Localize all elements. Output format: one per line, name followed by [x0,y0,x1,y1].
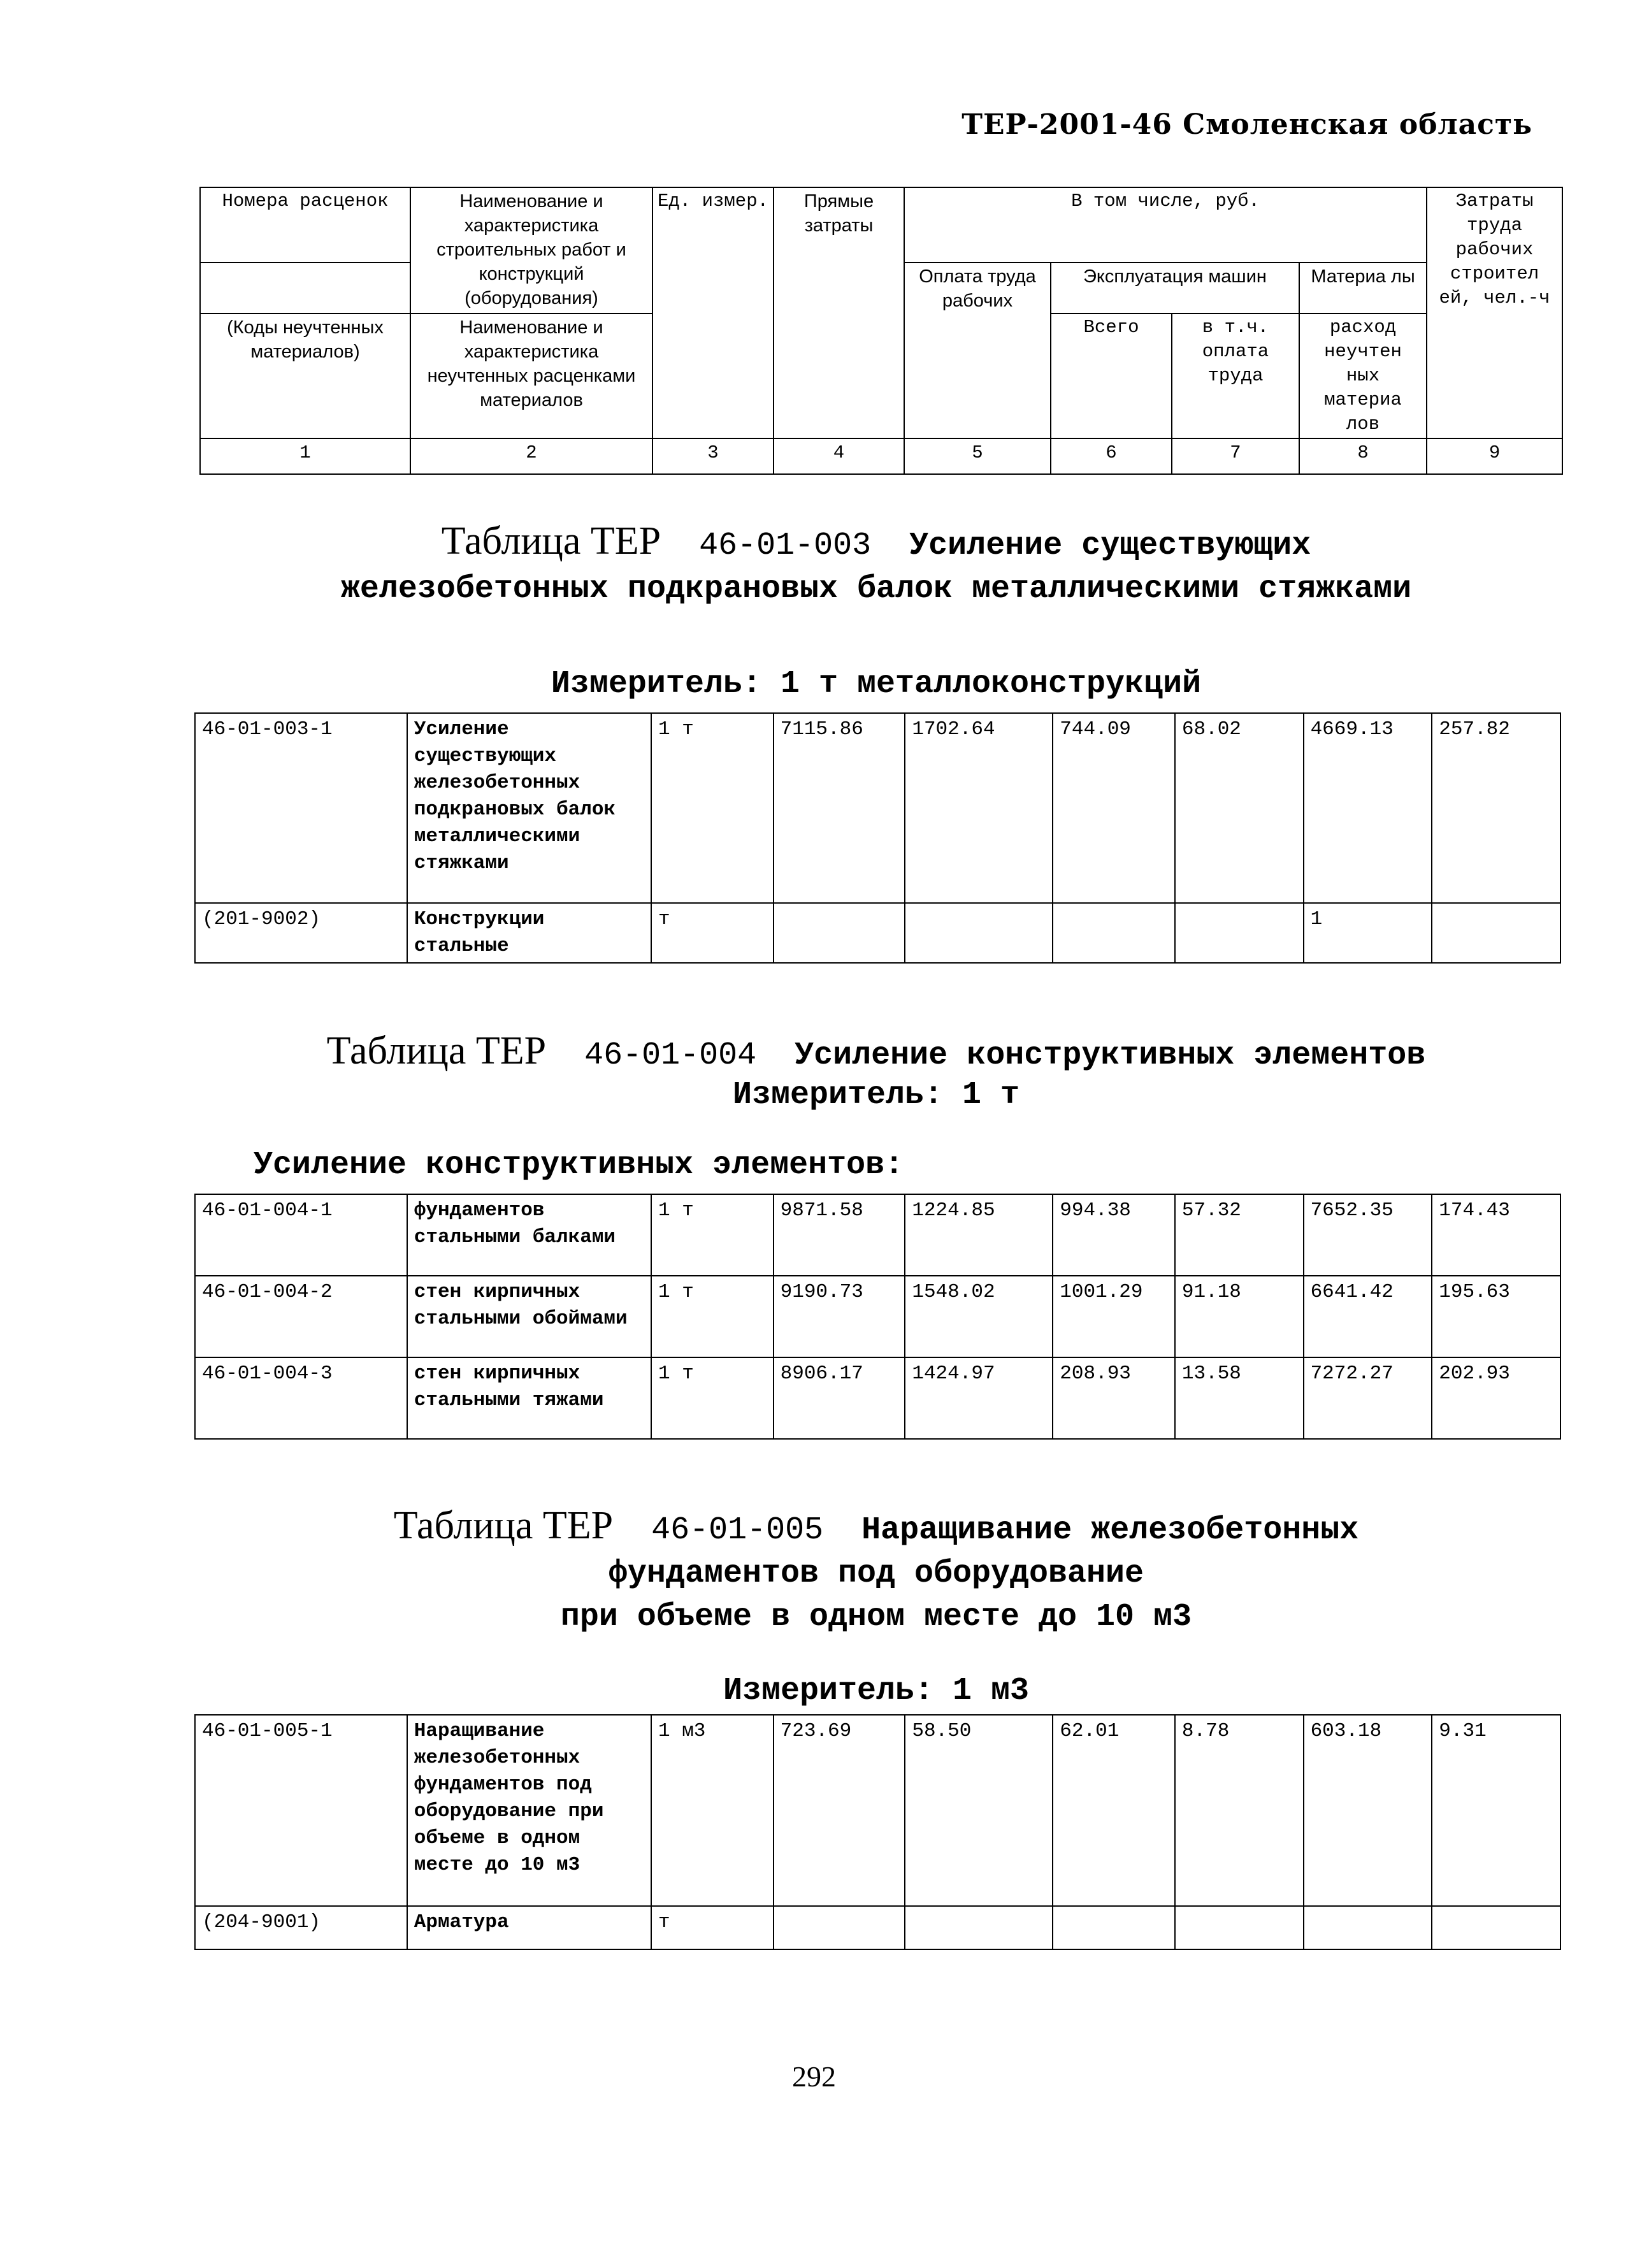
col-number: 2 [410,438,652,474]
table-row [195,1906,1560,1949]
rate-labor: 1224.85 [905,1194,1053,1276]
rate-code: 46-01-004-3 [195,1357,407,1439]
rate-code: 46-01-004-1 [195,1194,407,1276]
col-number: 9 [1427,438,1562,474]
document-title: ТЕР-2001-46 Смоленская область [962,108,1532,141]
table-row [195,1194,1560,1276]
rate-machine-labor [1175,1906,1304,1949]
rate-hours: 195.63 [1432,1276,1560,1357]
column-header-table [199,187,1563,475]
rate-code: 46-01-005-1 [195,1715,407,1906]
header-including-rub: В том числе, руб. [904,187,1427,263]
rate-code: (204-9001) [195,1906,407,1949]
col-number: 1 [200,438,410,474]
rate-hours: 202.93 [1432,1357,1560,1439]
rate-machine-labor: 57.32 [1175,1194,1304,1276]
rate-unit: 1 т [651,1194,774,1276]
rate-machines: 1001.29 [1053,1276,1175,1357]
header-unaccounted-codes: (Коды неучтенных материалов) [200,314,410,438]
rate-name: стен кирпичных стальными обоймами [407,1276,651,1357]
header-direct-costs: Прямые затраты [774,187,904,438]
rate-machine-labor: 13.58 [1175,1357,1304,1439]
header-unaccounted-materials: Наименование и характеристика неучтенных расценками материалов [410,314,652,438]
rate-machines: 744.09 [1053,713,1175,903]
table-row [195,1357,1560,1439]
table-row [195,713,1560,903]
rate-materials: 7272.27 [1304,1357,1432,1439]
rate-materials [1304,1906,1432,1949]
rate-machine-labor: 8.78 [1175,1715,1304,1906]
table-row [195,903,1560,963]
rate-labor: 1702.64 [905,713,1053,903]
page-number: 292 [792,2060,836,2093]
rate-machines: 994.38 [1053,1194,1175,1276]
rate-code: 46-01-004-2 [195,1276,407,1357]
col-number: 6 [1051,438,1172,474]
col-number: 5 [904,438,1051,474]
rate-code: 46-01-003-1 [195,713,407,903]
header-unit: Ед. измер. [652,187,774,438]
rate-hours: 9.31 [1432,1715,1560,1906]
col-number: 3 [652,438,774,474]
table-row [195,1715,1560,1906]
rates-table-46-01-003 [194,712,1561,964]
rate-direct: 8906.17 [774,1357,905,1439]
rate-direct: 9871.58 [774,1194,905,1276]
rate-direct [774,903,905,963]
measure-46-01-004: Измеритель: 1 т [732,1077,1020,1113]
section-title-46-01-003: Таблица ТЕР 46-01-003 Усиление существующих железобетонных подкрановых балок металлическими стяжками [340,519,1412,607]
rate-hours: 257.82 [1432,713,1560,903]
rate-name: Наращивание железобетонных фундаментов под оборудование при объеме в одном месте до 10 м3 [407,1715,651,1906]
rate-name: Усиление существующих железобетонных подкрановых балок металлическими стяжками [407,713,651,903]
subheading-46-01-004: Усиление конструктивных элементов: [254,1147,904,1183]
rate-hours [1432,1906,1560,1949]
rate-labor [905,1906,1053,1949]
rate-machine-labor: 68.02 [1175,713,1304,903]
rate-machine-labor: 91.18 [1175,1276,1304,1357]
header-machines-total: Всего [1051,314,1172,438]
rate-direct: 7115.86 [774,713,905,903]
rate-name: фундаментов стальными балками [407,1194,651,1276]
rate-machine-labor [1175,903,1304,963]
rate-unit: 1 т [651,713,774,903]
rate-machines [1053,1906,1175,1949]
section-title-46-01-005: Таблица ТЕР 46-01-005 Наращивание железобетонных фундаментов под оборудование при объеме в одном месте до 10 м3 [393,1504,1359,1635]
rate-unit: т [651,1906,774,1949]
col-number: 8 [1299,438,1427,474]
rate-materials: 6641.42 [1304,1276,1432,1357]
measure-46-01-003: Измеритель: 1 т металлоконструкций [551,666,1202,702]
rate-machines [1053,903,1175,963]
rate-materials: 7652.35 [1304,1194,1432,1276]
header-unaccounted-consumption: расход неучтен ных материа лов [1299,314,1427,438]
header-labor-hours: Затраты труда рабочих строител ей, чел.-ч [1427,187,1562,438]
rate-materials: 4669.13 [1304,713,1432,903]
header-work-name: Наименование и характеристика строительных работ и конструкций (оборудования) [410,187,652,314]
rate-direct: 9190.73 [774,1276,905,1357]
rate-unit: 1 т [651,1276,774,1357]
measure-46-01-005: Измеритель: 1 м3 [723,1673,1030,1709]
col-number: 4 [774,438,904,474]
rate-code: (201-9002) [195,903,407,963]
rate-direct: 723.69 [774,1715,905,1906]
rate-materials: 603.18 [1304,1715,1432,1906]
rate-hours: 174.43 [1432,1194,1560,1276]
rate-name: стен кирпичных стальными тяжами [407,1357,651,1439]
header-machines-labor: в т.ч. оплата труда [1172,314,1299,438]
rate-machines: 208.93 [1053,1357,1175,1439]
rate-labor: 1424.97 [905,1357,1053,1439]
rate-materials: 1 [1304,903,1432,963]
rate-direct [774,1906,905,1949]
rate-unit: 1 м3 [651,1715,774,1906]
header-rate-numbers: Номера расценок [200,187,410,263]
table-row [195,1276,1560,1357]
rate-hours [1432,903,1560,963]
rate-labor: 58.50 [905,1715,1053,1906]
rates-table-46-01-005 [194,1714,1561,1950]
header-machine-operation: Эксплуатация машин [1051,263,1299,314]
col-number: 7 [1172,438,1299,474]
section-title-46-01-004: Таблица ТЕР 46-01-004 Усиление конструктивных элементов [326,1029,1426,1074]
rate-name: Конструкции стальные [407,903,651,963]
rate-machines: 62.01 [1053,1715,1175,1906]
rate-name: Арматура [407,1906,651,1949]
header-materials: Материа лы [1299,263,1427,314]
header-worker-pay: Оплата труда рабочих [904,263,1051,438]
rate-unit: т [651,903,774,963]
rate-labor [905,903,1053,963]
rates-table-46-01-004 [194,1194,1561,1440]
rate-unit: 1 т [651,1357,774,1439]
rate-labor: 1548.02 [905,1276,1053,1357]
